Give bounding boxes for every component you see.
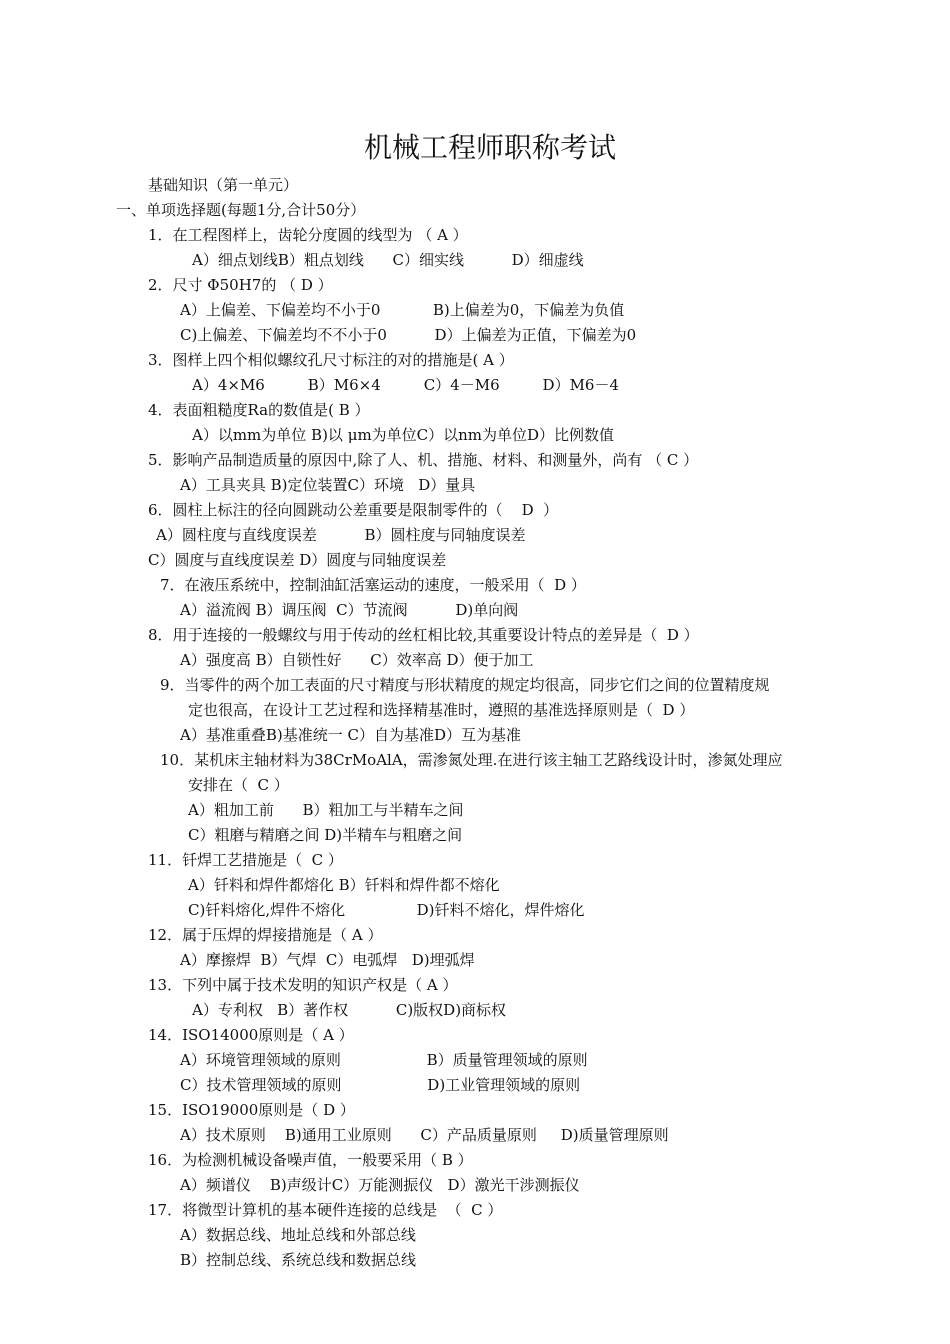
option-line: A）技术原则 B)通用工业原则 C）产品质量原则 D)质量管理原则: [180, 1126, 669, 1144]
option-line: A）钎料和焊件都熔化 B）钎料和焊件都不熔化: [188, 876, 500, 894]
question-line: 5．影响产品制造质量的原因中,除了人、机、措施、材料、和测量外，尚有 （ C ）: [148, 451, 699, 469]
question-line: 1．在工程图样上，齿轮分度圆的线型为 （ A ）: [148, 226, 468, 244]
question-line: 17．将微型计算机的基本硬件连接的总线是 （ C ）: [148, 1201, 503, 1219]
option-line: A）基准重叠B)基准统一 C）自为基准D）互为基准: [180, 726, 521, 744]
question-line: 定也很高，在设计工艺过程和选择精基准时，遵照的基准选择原则是（ D ）: [188, 701, 695, 719]
question-line: 14．ISO14000原则是（ A ）: [148, 1026, 354, 1044]
question-line: 安排在（ C ）: [188, 776, 289, 794]
option-line: A）圆柱度与直线度误差 B）圆柱度与同轴度误差: [156, 526, 526, 544]
question-line: 13．下列中属于技术发明的知识产权是（ A ）: [148, 976, 458, 994]
question-line: 6．圆柱上标注的径向圆跳动公差重要是限制零件的（ D ）: [148, 501, 559, 519]
question-line: 10．某机床主轴材料为38CrMoAlA，需渗氮处理.在进行该主轴工艺路线设计时，渗氮处理应: [160, 751, 783, 769]
option-line: A）专利权 B）著作权 C)版权D)商标权: [192, 1001, 507, 1019]
option-line: A）以mm为单位 B)以 μm为单位C）以nm为单位D）比例数值: [192, 426, 615, 444]
question-line: 8．用于连接的一般螺纹与用于传动的丝杠相比较,其重要设计特点的差异是（ D ）: [148, 626, 699, 644]
option-line: A）环境管理领域的原则 B）质量管理领域的原则: [180, 1051, 588, 1069]
question-line: 15．ISO19000原则是（ D ）: [148, 1101, 355, 1119]
section-heading: 一、单项选择题(每题1分,合计50分）: [116, 201, 366, 219]
option-line: C）粗磨与精磨之间 D)半精车与粗磨之间: [188, 826, 463, 844]
option-line: A）4×M6 B）M6×4 C）4－M6 D）M6－4: [192, 376, 620, 394]
question-line: 9．当零件的两个加工表面的尺寸精度与形状精度的规定均很高，同步它们之间的位置精度规: [160, 676, 770, 694]
question-line: 7．在液压系统中，控制油缸活塞运动的速度，一般采用（ D ）: [160, 576, 586, 594]
option-line: A）摩擦焊 B）气焊 C）电弧焊 D)埋弧焊: [180, 951, 475, 969]
option-line: C）圆度与直线度误差 D）圆度与同轴度误差: [148, 551, 447, 569]
page-title: 机械工程师职称考试: [363, 131, 616, 164]
question-line: 11．钎焊工艺措施是（ C ）: [148, 851, 343, 869]
question-line: 3．图样上四个相似螺纹孔尺寸标注的对的措施是( A ）: [148, 351, 514, 369]
option-line: C)上偏差、下偏差均不不小于0 D）上偏差为正值，下偏差为0: [180, 326, 637, 344]
question-line: 4．表面粗糙度Ra的数值是( B ）: [148, 401, 370, 419]
option-line: A）溢流阀 B）调压阀 C）节流阀 D)单向阀: [180, 601, 519, 619]
option-line: A）数据总线、地址总线和外部总线: [180, 1226, 416, 1244]
option-line: C）技术管理领域的原则 D)工业管理领域的原则: [180, 1076, 581, 1094]
question-line: 16．为检测机械设备噪声值，一般要采用（ B ）: [148, 1151, 473, 1169]
option-line: A）频谱仪 B)声级计C）万能测振仪 D）激光干涉测振仪: [180, 1176, 580, 1194]
option-line: A）上偏差、下偏差均不小于0 B)上偏差为0，下偏差为负值: [180, 301, 625, 319]
question-line: 12．属于压焊的焊接措施是（ A ）: [148, 926, 383, 944]
question-line: 2．尺寸 Φ50H7的 （ D ）: [148, 276, 333, 294]
unit-subtitle: 基础知识（第一单元）: [148, 176, 299, 194]
option-line: C)钎料熔化,焊件不熔化 D)钎料不熔化，焊件熔化: [188, 901, 585, 919]
option-line: B）控制总线、系统总线和数据总线: [180, 1251, 417, 1269]
option-line: A）细点划线B）粗点划线 C）细实线 D）细虚线: [192, 251, 584, 269]
option-line: A）粗加工前 B）粗加工与半精车之间: [188, 801, 464, 819]
option-line: A）强度高 B）自锁性好 C）效率高 D）便于加工: [180, 651, 534, 669]
option-line: A）工具夹具 B)定位装置C）环境 D）量具: [180, 476, 476, 494]
